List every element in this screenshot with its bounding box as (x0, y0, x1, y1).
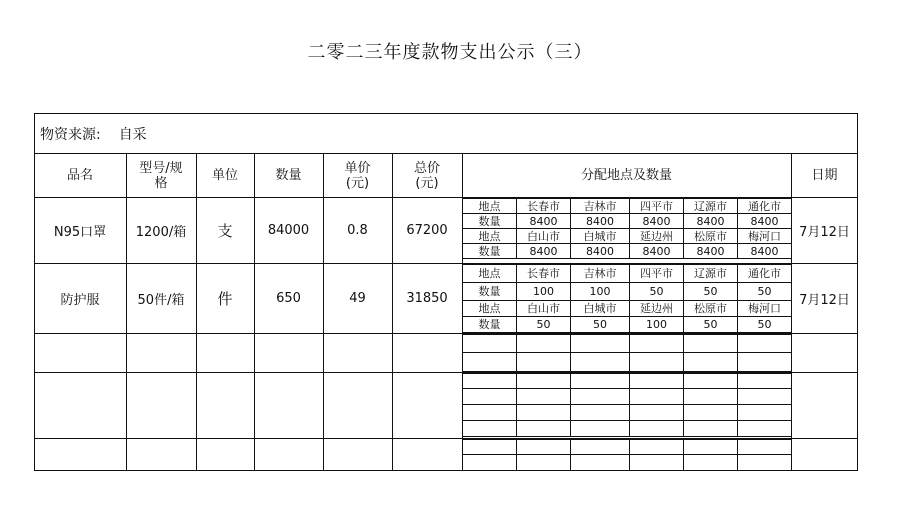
row2-unit: 件 (217, 290, 233, 308)
grid-cell: 地点 (463, 199, 517, 214)
grid-cell: 通化市 (738, 265, 792, 283)
table-row (463, 455, 792, 471)
grid-cell: 数量 (463, 317, 517, 333)
grid-cell: 梅河口 (738, 301, 792, 317)
table-row (463, 301, 792, 317)
grid-cell: 辽源市 (684, 199, 738, 214)
header-date: 日期 (811, 168, 838, 183)
table-row (463, 374, 792, 389)
grid-cell: 数量 (463, 214, 517, 229)
table-row (463, 405, 792, 421)
empty-allocation-grid-5 (462, 439, 792, 471)
grid-cell: 8400 (684, 214, 738, 229)
row1-date: 7月12日 (799, 225, 850, 240)
grid-cell: 地点 (463, 301, 517, 317)
table-row (463, 440, 792, 455)
grid-cell: 松原市 (684, 229, 738, 244)
table-row (463, 229, 792, 244)
grid-cell: 白山市 (517, 229, 571, 244)
row2-name: 防护服 (60, 293, 100, 308)
grid-cell: 100 (517, 283, 571, 301)
source-row (40, 124, 147, 144)
grid-cell: 8400 (684, 244, 738, 259)
table-row (463, 421, 792, 437)
grid-cell: 100 (630, 317, 684, 333)
table-row (463, 199, 792, 214)
row2-qty: 650 (276, 291, 301, 306)
header-spec: 型号/规 格 (139, 160, 183, 191)
header-total: 总价 (元) (413, 160, 440, 191)
row2-total: 31850 (406, 291, 448, 306)
grid-cell: 地点 (463, 265, 517, 283)
table-row (463, 265, 792, 283)
grid-cell: 白城市 (571, 301, 630, 317)
row2-date: 7月12日 (799, 293, 850, 308)
grid-cell: 白城市 (571, 229, 630, 244)
grid-cell: 50 (738, 283, 792, 301)
grid-cell: 数量 (463, 244, 517, 259)
table-row (463, 389, 792, 405)
grid-cell: 8400 (517, 244, 571, 259)
grid-cell: 100 (571, 283, 630, 301)
header-unit: 单位 (211, 168, 238, 183)
grid-cell: 四平市 (630, 265, 684, 283)
grid-cell: 50 (738, 317, 792, 333)
empty-allocation-grid-3 (462, 334, 792, 372)
table-row (463, 353, 792, 372)
grid-cell: 白山市 (517, 301, 571, 317)
grid-cell: 50 (630, 283, 684, 301)
grid-cell: 吉林市 (571, 265, 630, 283)
row2-allocation-grid (462, 264, 792, 333)
grid-cell: 8400 (738, 214, 792, 229)
row2-spec: 50件/箱 (137, 293, 185, 308)
row1-price: 0.8 (347, 223, 368, 238)
row1-spec: 1200/箱 (135, 225, 187, 240)
page-title: 二零二三年度款物支出公示（三） (307, 42, 593, 63)
row1-name: N95口罩 (53, 225, 107, 240)
grid-cell: 地点 (463, 229, 517, 244)
source-label: 物资来源: (40, 127, 101, 143)
grid-cell: 8400 (517, 214, 571, 229)
row1-unit: 支 (217, 222, 233, 240)
grid-cell: 8400 (630, 244, 684, 259)
table-row (463, 244, 792, 259)
header-allocation: 分配地点及数量 (580, 168, 672, 183)
row2-price: 49 (349, 291, 366, 306)
grid-cell: 通化市 (738, 199, 792, 214)
row1-allocation-grid (462, 198, 792, 259)
grid-cell: 延边州 (630, 301, 684, 317)
grid-cell: 数量 (463, 283, 517, 301)
source-value: 自采 (118, 127, 147, 143)
table-row (463, 317, 792, 333)
table-row (463, 335, 792, 353)
grid-cell: 松原市 (684, 301, 738, 317)
header-name: 品名 (66, 168, 93, 183)
grid-cell: 8400 (738, 244, 792, 259)
table-row (463, 214, 792, 229)
grid-cell: 梅河口 (738, 229, 792, 244)
grid-cell: 50 (684, 283, 738, 301)
grid-cell: 四平市 (630, 199, 684, 214)
row1-total: 67200 (406, 223, 448, 238)
grid-cell: 8400 (571, 244, 630, 259)
row1-qty: 84000 (267, 223, 310, 238)
grid-cell: 8400 (571, 214, 630, 229)
grid-cell: 长春市 (517, 199, 571, 214)
grid-cell: 50 (517, 317, 571, 333)
grid-cell: 辽源市 (684, 265, 738, 283)
grid-cell: 50 (571, 317, 630, 333)
grid-cell: 8400 (630, 214, 684, 229)
table-row (463, 283, 792, 301)
grid-cell: 长春市 (517, 265, 571, 283)
header-qty: 数量 (275, 168, 302, 183)
grid-cell: 延边州 (630, 229, 684, 244)
header-price: 单价 (元) (344, 160, 371, 191)
grid-cell: 吉林市 (571, 199, 630, 214)
empty-allocation-grid-4 (462, 373, 792, 437)
grid-cell: 50 (684, 317, 738, 333)
